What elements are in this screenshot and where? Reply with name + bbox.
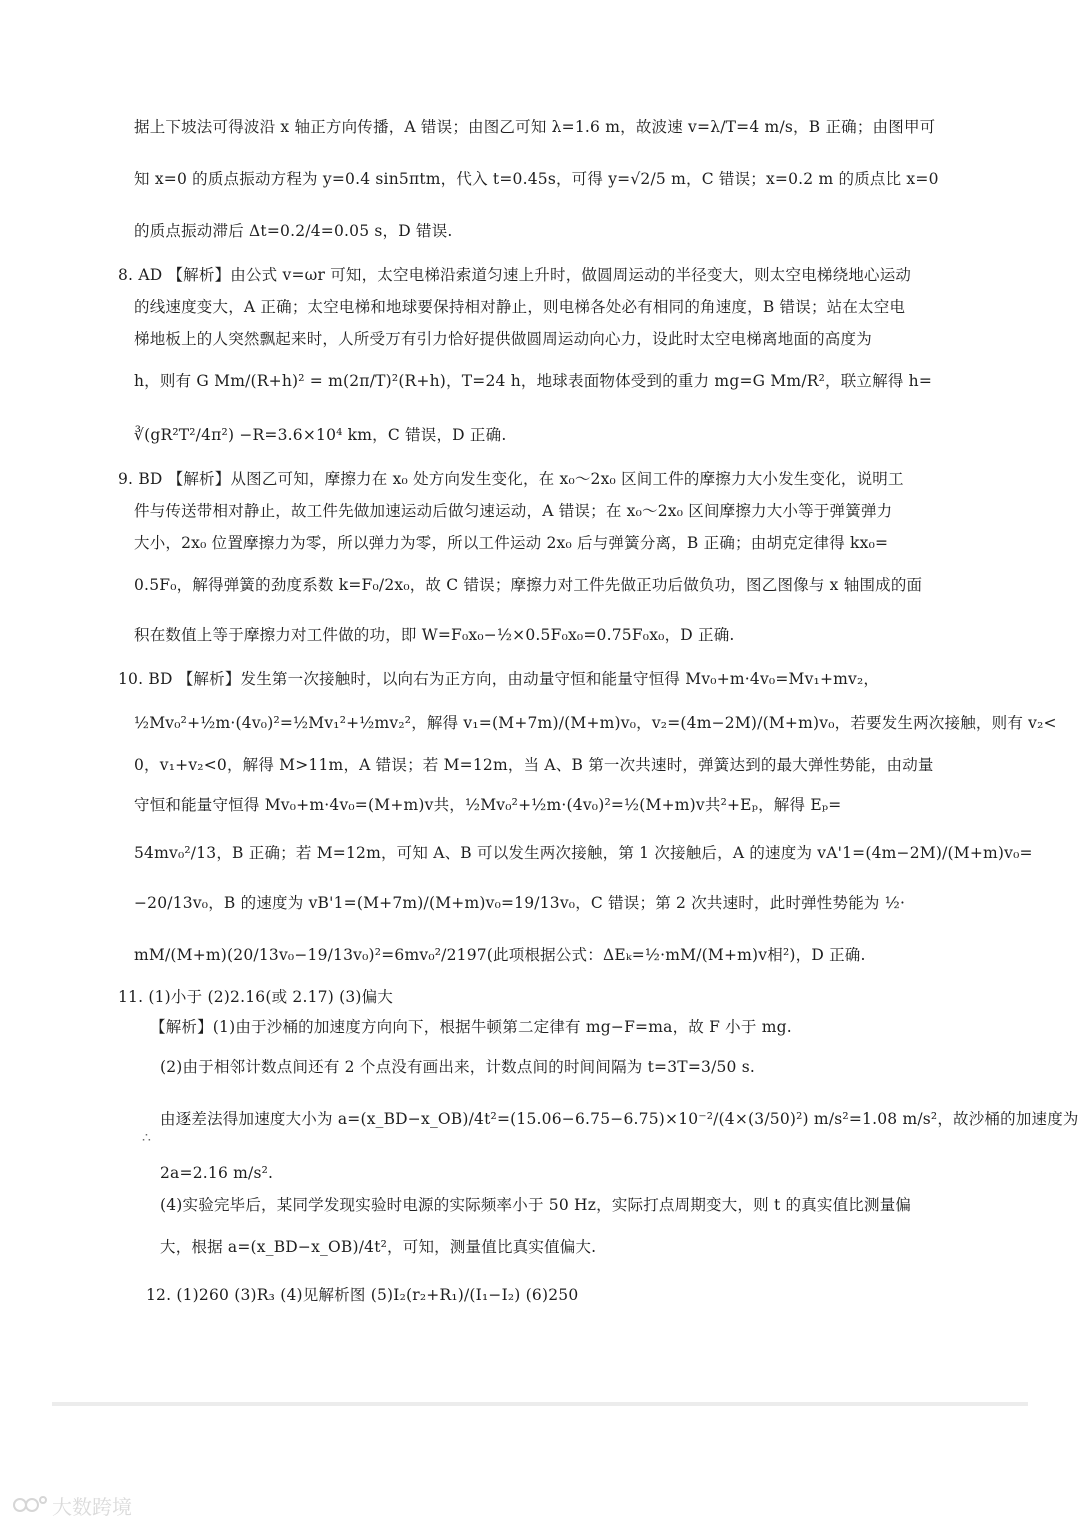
text-line: 大小，2x₀ 位置摩擦力为零，所以弹力为零，所以工件运动 2x₀ 后与弹簧分离，B 正确；由胡克定律得 kx₀= (134, 534, 889, 552)
text-line: 由逐差法得加速度大小为 a=(x_BD−x_OB)/4t²=(15.06−6.75−6.75)×10⁻²/(4×(3/50)²) m/s²=1.08 m/s²，故沙桶的加速度为 (160, 1110, 1079, 1128)
stray-marks: ∴ (142, 1130, 151, 1146)
text-line: 【解析】(1)由于沙桶的加速度方向向下，根据牛顿第二定律有 mg−F=ma，故 F 小于 mg. (150, 1018, 792, 1036)
text-line: 积在数值上等于摩擦力对工件做的功，即 W=F₀x₀−½×0.5F₀x₀=0.75F₀x₀，D 正确. (134, 626, 735, 644)
watermark-logo-icon (12, 1494, 48, 1516)
text-line: 的质点振动滞后 Δt=0.2/4=0.05 s，D 错误. (134, 222, 453, 240)
text-line: 守恒和能量守恒得 Mv₀+m·4v₀=(M+m)v共，½Mv₀²+½m·(4v₀)²=½(M+m)v共²+Eₚ，解得 Eₚ= (134, 796, 842, 814)
text-line: 的线速度变大，A 正确；太空电梯和地球要保持相对静止，则电梯各处必有相同的角速度，B 错误；站在太空电 (134, 298, 906, 316)
text-line: (2)由于相邻计数点间还有 2 个点没有画出来，计数点间的时间间隔为 t=3T=3/50 s. (160, 1058, 756, 1076)
text-line: 知 x=0 的质点振动方程为 y=0.4 sin5πtm，代入 t=0.45s，可得 y=√2/5 m，C 错误；x=0.2 m 的质点比 x=0 (134, 170, 939, 188)
text-line: 0.5F₀，解得弹簧的劲度系数 k=F₀/2x₀，故 C 错误；摩擦力对工件先做正功后做负功，图乙图像与 x 轴围成的面 (134, 576, 923, 594)
text-line: 0，v₁+v₂<0，解得 M>11m，A 错误；若 M=12m，当 A、B 第一次共速时，弹簧达到的最大弹性势能，由动量 (134, 756, 934, 774)
text-line: ∛(gR²T²/4π²) −R=3.6×10⁴ km，C 错误，D 正确. (134, 426, 507, 444)
text-line: 54mv₀²/13，B 正确；若 M=12m，可知 A、B 可以发生两次接触，第 1 次接触后，A 的速度为 vA'1=(4m−2M)/(M+m)v₀= (134, 844, 1033, 862)
text-line: (4)实验完毕后，某同学发现实验时电源的实际频率小于 50 Hz，实际打点周期变大，则 t 的真实值比测量偏 (160, 1196, 912, 1214)
text-line: 据上下坡法可得波沿 x 轴正方向传播，A 错误；由图乙可知 λ=1.6 m，故波速 v=λ/T=4 m/s，B 正确；由图甲可 (134, 118, 936, 136)
watermark-text: 大数跨境 (52, 1495, 132, 1519)
text-line: 2a=2.16 m/s². (160, 1164, 274, 1182)
text-line: 9. BD 【解析】从图乙可知，摩擦力在 x₀ 处方向发生变化，在 x₀～2x₀ 区间工件的摩擦力大小发生变化，说明工 (118, 470, 904, 488)
text-line: 大，根据 a=(x_BD−x_OB)/4t²，可知，测量值比真实值偏大. (160, 1238, 597, 1256)
text-line: 梯地板上的人突然飘起来时，人所受万有引力恰好提供做圆周运动向心力，设此时太空电梯离地面的高度为 (134, 330, 872, 348)
text-line: 10. BD 【解析】发生第一次接触时，以向右为正方向，由动量守恒和能量守恒得 Mv₀+m·4v₀=Mv₁+mv₂， (118, 670, 880, 688)
text-line: 11. (1)小于 (2)2.16(或 2.17) (3)偏大 (118, 988, 394, 1006)
text-line: h，则有 G Mm/(R+h)² = m(2π/T)²(R+h)，T=24 h，地球表面物体受到的重力 mg=G Mm/R²，联立解得 h= (134, 372, 933, 390)
text-line: ½Mv₀²+½m·(4v₀)²=½Mv₁²+½mv₂²，解得 v₁=(M+7m)/(M+m)v₀，v₂=(4m−2M)/(M+m)v₀，若要发生两次接触，则有 v₂< (134, 714, 1057, 732)
text-line: mM/(M+m)(20/13v₀−19/13v₀)²=6mv₀²/2197(此项根据公式：ΔEₖ=½·mM/(M+m)v相²)，D 正确. (134, 946, 866, 964)
text-line: 12. (1)260 (3)R₃ (4)见解析图 (5)I₂(r₂+R₁)/(I₁−I₂) (6)250 (146, 1286, 579, 1304)
text-line: −20/13v₀，B 的速度为 vB'1=(M+7m)/(M+m)v₀=19/13v₀，C 错误；第 2 次共速时，此时弹性势能为 ½· (134, 894, 906, 912)
text-line: 8. AD 【解析】由公式 v=ωr 可知，太空电梯沿索道匀速上升时，做圆周运动的半径变大，则太空电梯绕地心运动 (118, 266, 912, 284)
page-bottom-divider (52, 1402, 1028, 1406)
text-line: 件与传送带相对静止，故工件先做加速运动后做匀速运动，A 错误；在 x₀～2x₀ 区间摩擦力大小等于弹簧弹力 (134, 502, 893, 520)
